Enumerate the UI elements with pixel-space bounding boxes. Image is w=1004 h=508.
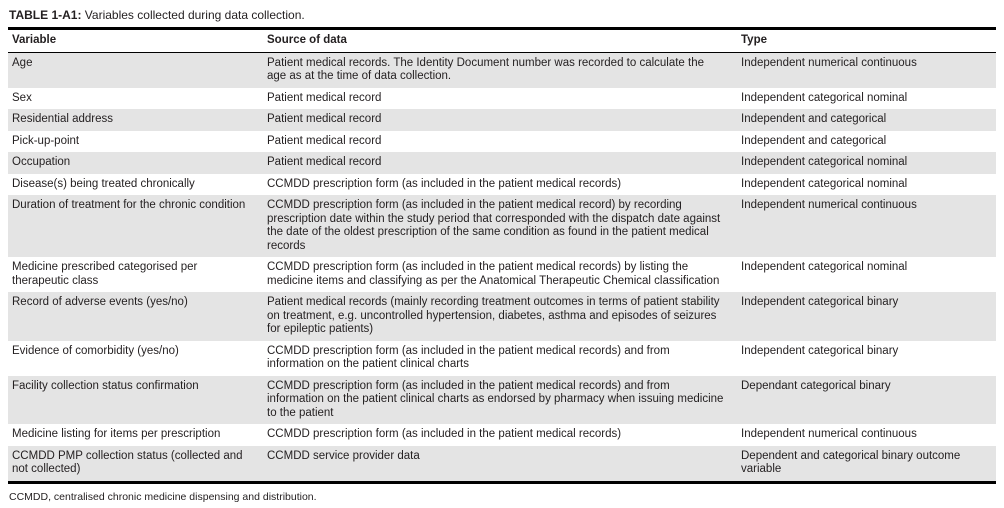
cell-source: Patient medical record — [267, 134, 382, 147]
cell-type: Independent categorical nominal — [741, 261, 908, 273]
cell-variable: Evidence of comorbidity (yes/no) — [12, 344, 179, 357]
table-row — [8, 376, 996, 425]
cell-source: Patient medical records. The Identity Document number was recorded to calculate the age as at the time of data collection. — [263, 52, 737, 88]
table-row — [8, 257, 996, 292]
cell-source: CCMDD prescription form (as included in the patient medical records) and from information on the patient clinical charts as endorsed by pharmacy when issuing medicine to the patient — [263, 376, 737, 425]
cell-type: Independent categorical nominal — [741, 177, 908, 190]
table-header-row — [8, 29, 996, 53]
column-header-source: Source of data — [263, 29, 737, 53]
cell-type: Independent numerical continuous — [737, 52, 996, 88]
cell-variable: Record of adverse events (yes/no) — [8, 292, 263, 341]
cell-source: CCMDD prescription form (as included in the patient medical records) — [267, 177, 622, 190]
table-row — [8, 341, 996, 376]
cell-type: Independent and categorical — [741, 134, 887, 147]
cell-type: Independent categorical binary — [741, 344, 899, 357]
cell-source: CCMDD prescription form (as included in the patient medical records) and from information on the patient clinical charts — [267, 344, 670, 370]
table-row — [8, 52, 996, 88]
cell-variable: Occupation — [8, 152, 263, 174]
column-header-type: Type — [737, 29, 996, 53]
cell-variable: Sex — [12, 91, 32, 104]
cell-variable: Medicine prescribed categorised per therapeutic class — [12, 261, 198, 287]
cell-variable: Disease(s) being treated chronically — [12, 177, 195, 190]
table-row — [8, 131, 996, 153]
cell-variable: Residential address — [8, 109, 263, 131]
cell-type: Independent numerical continuous — [741, 428, 917, 440]
cell-variable: Pick-up-point — [12, 134, 80, 147]
cell-source: CCMDD prescription form (as included in the patient medical records) — [267, 428, 622, 440]
table-footnote: CCMDD, centralised chronic medicine dispensing and distribution. — [9, 490, 317, 503]
table-row — [8, 88, 996, 110]
variables-table — [8, 27, 996, 484]
cell-variable: Facility collection status confirmation — [8, 376, 263, 425]
cell-source: Patient medical record — [263, 109, 737, 131]
cell-variable: Age — [8, 52, 263, 88]
cell-type: Independent categorical binary — [737, 292, 996, 341]
cell-source: CCMDD prescription form (as included in the patient medical records) by listing the medicine items and classifying as per the Anatomical Therapeutic Chemical classification — [267, 261, 720, 287]
table-row — [8, 446, 996, 483]
cell-source: CCMDD service provider data — [263, 446, 737, 483]
table-number-label: TABLE 1-A1: — [9, 8, 82, 22]
cell-variable: Duration of treatment for the chronic condition — [8, 195, 263, 257]
table-row — [8, 292, 996, 341]
cell-type: Independent and categorical — [737, 109, 996, 131]
cell-source: Patient medical record — [267, 91, 382, 104]
cell-variable: Medicine listing for items per prescription — [12, 428, 221, 440]
table-row — [8, 152, 996, 174]
table-title — [9, 8, 996, 22]
cell-type: Independent categorical nominal — [741, 91, 908, 104]
table-row — [8, 174, 996, 196]
cell-source: CCMDD prescription form (as included in the patient medical record) by recording prescription date within the study period that corresponded with the dispatch date against the date of the oldest prescription of the same condition as found in the patient medical records — [263, 195, 737, 257]
table-caption: Variables collected during data collection. — [84, 8, 305, 22]
column-header-variable: Variable — [8, 29, 263, 53]
table-row — [8, 109, 996, 131]
table-row — [8, 195, 996, 257]
cell-type: Dependant categorical binary — [737, 376, 996, 425]
cell-source: Patient medical record — [263, 152, 737, 174]
cell-type: Independent numerical continuous — [737, 195, 996, 257]
cell-source: Patient medical records (mainly recording treatment outcomes in terms of patient stability on treatment, e.g. uncontrolled hypertension, diabetes, asthma and episodes of seizures for epileptic patients) — [263, 292, 737, 341]
cell-variable: CCMDD PMP collection status (collected and not collected) — [8, 446, 263, 483]
table-row — [8, 424, 996, 446]
cell-type: Independent categorical nominal — [737, 152, 996, 174]
cell-type: Dependent and categorical binary outcome variable — [737, 446, 996, 483]
